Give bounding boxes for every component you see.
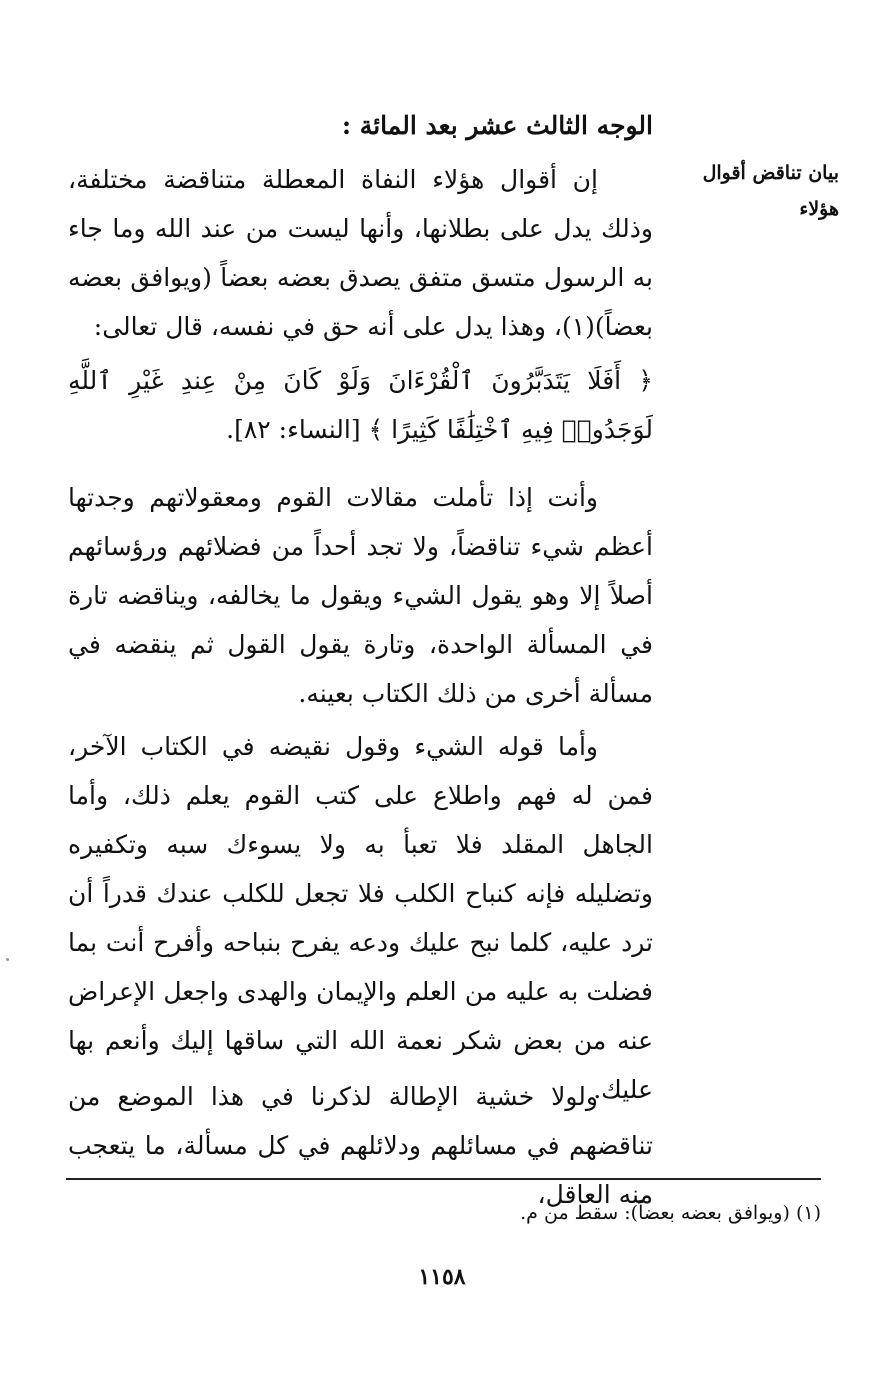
footnote-divider — [66, 1178, 821, 1180]
quran-verse: ﴿ أَفَلَا يَتَدَبَّرُونَ ٱلْقُرْءَانَ وَلَوْ كَانَ مِنْ عِندِ غَيْرِ ٱللَّهِ لَوَجَدُوا۟ فِيهِ ٱخْتِلَٰفًا كَثِيرًا ﴾ [النساء: ٨٢]. — [68, 366, 653, 444]
page-number: ١١٥٨ — [418, 1264, 466, 1290]
scan-speck — [6, 958, 9, 961]
section-heading: الوجه الثالث عشر بعد المائة : — [341, 111, 653, 140]
footnote: (١) (ويوافق بعضه بعضاً): سقط من م. — [520, 1202, 821, 1224]
paragraph-1: إن أقوال هؤلاء النفاة المعطلة متناقضة مختلفة، وذلك يدل على بطلانها، وأنها ليست من عند الله وما جاء به الرسول متسق متفق يصدق بعضه بعضاً (ويوافق بعضه بعضاً)(١)، وهذا يدل على أنه حق في نفسه، قال تعالى: — [68, 165, 653, 341]
paragraph-4: ولولا خشية الإطالة لذكرنا في هذا الموضع من تناقضهم في مسائلهم ودلائلهم في كل مسألة، ما يتعجب منه العاقل، — [68, 1082, 653, 1209]
margin-note: بيان تناقض أقوال هؤلاء — [702, 162, 839, 220]
paragraph-3: وأما قوله الشيء وقول نقيضه في الكتاب الآخر، فمن له فهم واطلاع على كتب القوم يعلم ذلك، وأما الجاهل المقلد فلا تعبأ به ولا يسوءك سبه وتكفيره وتضليله فإنه كنباح الكلب فلا تجعل للكلب عندك قدراً أن ترد عليه، كلما نبح عليك ودعه يفرح بنباحه وأفرح أنت بما فضلت به عليه من العلم والإيمان والهدى واجعل الإعراض عنه من بعض شكر نعمة الله التي ساقها إليك وأنعم بها عليك. — [68, 732, 653, 1104]
paragraph-2: وأنت إذا تأملت مقالات القوم ومعقولاتهم وجدتها أعظم شيء تناقضاً، ولا تجد أحداً من فضلائهم ورؤسائهم أصلاً إلا وهو يقول الشيء ويقول ما يخالفه، ويناقضه تارة في المسألة الواحدة، وتارة يقول القول ثم ينقضه في مسألة أخرى من ذلك الكتاب بعينه. — [68, 483, 653, 708]
